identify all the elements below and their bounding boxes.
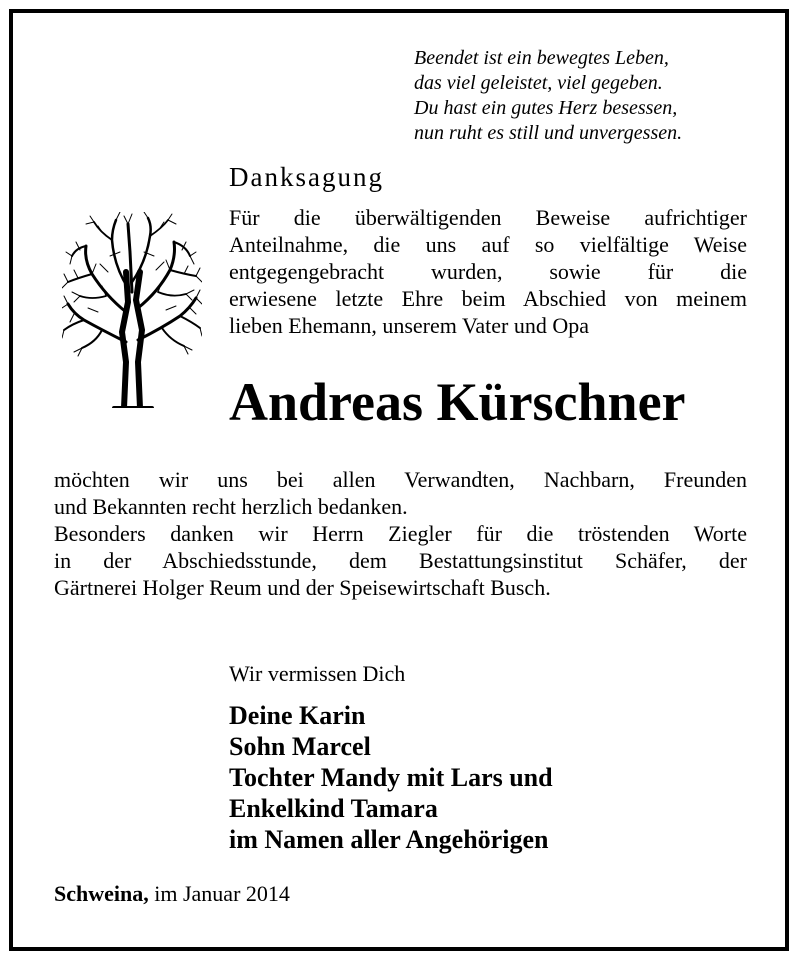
date: im Januar 2014 <box>148 881 290 906</box>
signer-line: Sohn Marcel <box>229 732 371 761</box>
signer-line: im Namen aller Angehörigen <box>229 825 549 854</box>
poem <box>414 46 774 146</box>
intro-text <box>229 204 747 339</box>
body-line: Besonders danken wir Herrn Ziegler für die tröstenden Worte <box>54 521 747 546</box>
body-line: möchten wir uns bei allen Verwandten, Nachbarn, Freunden <box>54 467 747 492</box>
signer-line: Deine Karin <box>229 701 366 730</box>
poem-line: das viel geleistet, viel gegeben. <box>414 72 663 94</box>
signer-line: Enkelkind Tamara <box>229 794 438 823</box>
poem-line: Du hast ein gutes Herz besessen, <box>414 97 678 119</box>
body-text <box>54 466 747 601</box>
intro-line: erwiesene letzte Ehre beim Abschied von meinem <box>229 286 747 311</box>
heading: Danksagung <box>229 162 384 192</box>
body-line: Gärtnerei Holger Reum und der Speisewirtschaft Busch. <box>54 575 551 600</box>
body-line: in der Abschiedsstunde, dem Bestattungsinstitut Schäfer, der <box>54 548 747 573</box>
intro-line: Anteilnahme, die uns auf so vielfältige Weise <box>229 232 747 257</box>
intro-line: lieben Ehemann, unserem Vater und Opa <box>229 313 590 338</box>
intro-line: Für die überwältigenden Beweise aufrichtiger <box>229 205 747 230</box>
deceased-name: Andreas Kürschner <box>229 372 686 432</box>
intro-line: entgegengebracht wurden, sowie für die <box>229 259 747 284</box>
place: Schweina, <box>54 881 149 906</box>
tree-icon <box>62 212 202 408</box>
signers <box>229 700 553 855</box>
place-date <box>54 880 290 908</box>
body-line: und Bekannten recht herzlich bedanken. <box>54 494 408 519</box>
poem-line: Beendet ist ein bewegtes Leben, <box>414 47 669 69</box>
poem-line: nun ruht es still und unvergessen. <box>414 122 683 144</box>
signer-line: Tochter Mandy mit Lars und <box>229 763 553 792</box>
missing-line: Wir vermissen Dich <box>229 661 406 686</box>
